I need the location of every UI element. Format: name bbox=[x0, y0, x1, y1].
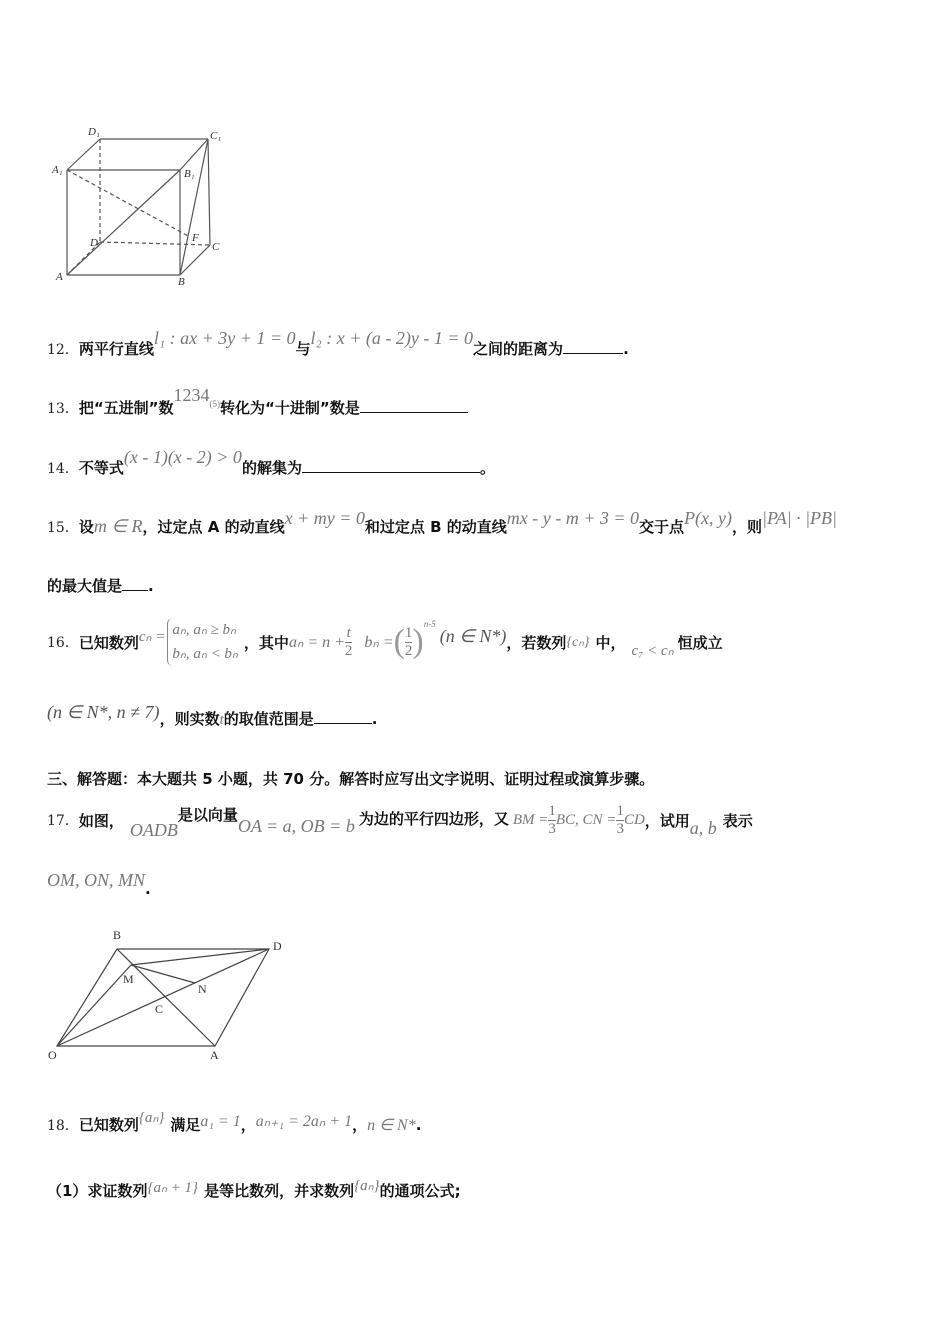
question-text: 表示 bbox=[722, 811, 753, 830]
sequence-an-plus-1: {aₙ + 1} bbox=[147, 1180, 199, 1196]
denominator: 2 bbox=[344, 642, 353, 659]
question-text: 的取值范围是 bbox=[223, 710, 314, 728]
question-text: ，若数列 bbox=[506, 633, 567, 652]
question-15 bbox=[47, 508, 837, 537]
bm-expression: BM = bbox=[512, 811, 549, 828]
an-formula: aₙ = n + bbox=[288, 634, 345, 651]
case-1: aₙ, aₙ ≥ bₙ bbox=[172, 622, 237, 638]
numerator: 1 bbox=[404, 624, 413, 641]
cn-definition: cₙ = bbox=[138, 628, 166, 645]
question-16 bbox=[47, 612, 723, 672]
question-text: 满足 bbox=[170, 1116, 201, 1134]
equation: m ∈ R bbox=[93, 516, 143, 536]
question-text: 交于点 bbox=[639, 518, 685, 536]
numerator: 1 bbox=[548, 802, 556, 819]
question-13 bbox=[47, 385, 468, 418]
punctuation: . bbox=[415, 1116, 422, 1134]
parallelogram-name: OADB bbox=[129, 819, 178, 840]
base-subscript: (5) bbox=[209, 399, 221, 409]
question-text: 之间的距离为 bbox=[473, 340, 564, 358]
question-15-line2 bbox=[47, 575, 154, 596]
question-text: 是等比数列，并求数列 bbox=[204, 1182, 355, 1200]
label-b1: B₁ bbox=[184, 168, 195, 180]
vectors-ab: a, b bbox=[689, 817, 717, 838]
equation: mx - y - m + 3 = 0 bbox=[506, 508, 640, 528]
exponent: n-5 bbox=[423, 619, 436, 629]
label-f: F bbox=[192, 232, 199, 244]
question-text: 和过定点 B 的动直线 bbox=[364, 518, 507, 536]
punctuation: . bbox=[145, 880, 151, 898]
question-text: 为边的平行四边形，又 bbox=[358, 809, 509, 828]
question-text: 与 bbox=[295, 340, 311, 358]
label-o: O bbox=[48, 1048, 57, 1062]
bn-formula: bₙ = bbox=[364, 634, 394, 651]
question-text: 设 bbox=[78, 518, 94, 536]
question-number: 15． bbox=[47, 520, 79, 536]
paren-right: ) bbox=[412, 623, 424, 660]
denominator: 2 bbox=[404, 642, 413, 659]
condition: (n ∈ N*) bbox=[439, 625, 507, 646]
equation: x + my = 0 bbox=[284, 508, 365, 528]
answer-blank[interactable] bbox=[563, 339, 623, 354]
label-d: D bbox=[273, 939, 282, 953]
question-number: 18． bbox=[47, 1118, 79, 1134]
question-text: 转化为“十进制”数是 bbox=[220, 399, 360, 417]
equation-l1: l₁ : ax + 3y + 1 = 0 bbox=[153, 328, 296, 348]
question-text: 的最大值是 bbox=[47, 577, 123, 595]
label-a: A bbox=[210, 1048, 219, 1062]
punctuation: ， bbox=[240, 1116, 256, 1134]
punctuation: ， bbox=[352, 1116, 368, 1134]
variable-t: t bbox=[219, 712, 224, 728]
piecewise-brace bbox=[167, 618, 238, 666]
question-number: 16． bbox=[47, 635, 79, 651]
punctuation: . bbox=[148, 577, 154, 595]
question-text: 把“五进制”数 bbox=[78, 399, 174, 417]
sequence-an: {aₙ} bbox=[138, 1110, 165, 1126]
question-12 bbox=[47, 328, 629, 359]
label-b: B bbox=[178, 276, 185, 285]
punctuation: . bbox=[371, 710, 378, 728]
label-b: B bbox=[113, 928, 122, 942]
answer-blank[interactable] bbox=[360, 398, 468, 413]
question-text: ，试用 bbox=[644, 811, 690, 830]
equation: P(x, y) bbox=[684, 508, 733, 528]
question-text: 的通项公式; bbox=[379, 1182, 461, 1200]
question-number: 14． bbox=[47, 461, 79, 477]
question-text: ，过定点 A 的动直线 bbox=[142, 518, 285, 536]
question-text: ，则 bbox=[732, 518, 763, 536]
denominator: 3 bbox=[616, 820, 624, 837]
fraction-one-third bbox=[548, 804, 556, 837]
fraction-half bbox=[405, 626, 413, 659]
inequality: c₇ < cₙ bbox=[631, 642, 674, 659]
numerator: 1 bbox=[616, 802, 624, 819]
question-text: ，其中 bbox=[243, 633, 289, 652]
question-number: 17． bbox=[47, 813, 79, 829]
question-number: 12． bbox=[47, 342, 79, 358]
question-18 bbox=[47, 1110, 422, 1135]
base5-number: 1234 bbox=[173, 385, 210, 405]
question-text: 的解集为 bbox=[241, 459, 302, 477]
question-14 bbox=[47, 447, 495, 478]
punctuation: . bbox=[623, 340, 629, 358]
question-17 bbox=[47, 800, 753, 840]
question-text: 如图， bbox=[78, 811, 124, 830]
fraction-t-over-2 bbox=[345, 626, 353, 659]
cd-expression: CD bbox=[623, 811, 645, 828]
label-a1: A₁ bbox=[52, 164, 63, 176]
question-text: 两平行直线 bbox=[78, 340, 154, 358]
parallelogram-figure bbox=[45, 925, 295, 1065]
label-c: C bbox=[212, 241, 220, 253]
label-m: M bbox=[123, 972, 134, 986]
sequence-cn: {cₙ} bbox=[566, 634, 590, 650]
label-c: C bbox=[155, 1002, 164, 1016]
part-label: （1）求证数列 bbox=[47, 1182, 148, 1200]
denominator: 3 bbox=[548, 820, 556, 837]
label-d1: D₁ bbox=[88, 126, 100, 138]
paren-left: ( bbox=[393, 623, 405, 660]
question-17-line2 bbox=[47, 870, 151, 898]
initial-condition: a₁ = 1 bbox=[200, 1113, 241, 1130]
question-text: 已知数列 bbox=[78, 1116, 139, 1134]
question-16-line2 bbox=[47, 702, 378, 729]
equation-l2: l₂ : x + (a - 2)y - 1 = 0 bbox=[310, 328, 474, 348]
numerator: t bbox=[346, 624, 351, 641]
question-text: 恒成立 bbox=[677, 633, 723, 652]
label-d: D bbox=[90, 237, 98, 249]
case-2: bₙ, aₙ < bₙ bbox=[172, 646, 238, 662]
label-a: A bbox=[56, 271, 63, 283]
question-text: 不等式 bbox=[78, 459, 124, 477]
question-text: 中， bbox=[595, 633, 626, 652]
condition: (n ∈ N*, n ≠ 7) bbox=[47, 702, 160, 722]
label-n: N bbox=[198, 982, 207, 996]
answer-blank[interactable] bbox=[302, 458, 480, 473]
answer-blank[interactable] bbox=[122, 576, 148, 591]
bc-expression: BC, CN = bbox=[555, 811, 617, 828]
recurrence: aₙ₊₁ = 2aₙ + 1 bbox=[255, 1113, 353, 1130]
domain: n ∈ N* bbox=[367, 1117, 416, 1134]
cube-figure bbox=[50, 125, 230, 285]
fraction-one-third bbox=[616, 804, 624, 837]
question-text: 已知数列 bbox=[78, 633, 139, 652]
question-text: 是以向量 bbox=[177, 805, 238, 824]
question-18-part-1 bbox=[47, 1180, 461, 1201]
section-heading: 三、解答题：本大题共 5 小题，共 70 分。解答时应写出文字说明、证明过程或演算步骤。 bbox=[47, 770, 655, 788]
vectors-to-express: OM, ON, MN bbox=[47, 870, 145, 890]
sequence-an: {aₙ} bbox=[354, 1178, 380, 1194]
equation: |PA| · |PB| bbox=[762, 508, 837, 528]
inequality: (x - 1)(x - 2) > 0 bbox=[123, 447, 242, 467]
question-text: ，则实数 bbox=[159, 710, 220, 728]
question-number: 13． bbox=[47, 401, 79, 417]
vector-definition: OA = a, OB = b bbox=[237, 815, 355, 836]
answer-blank[interactable] bbox=[314, 709, 372, 724]
punctuation: 。 bbox=[479, 459, 495, 477]
label-c1: C₁ bbox=[210, 130, 222, 142]
